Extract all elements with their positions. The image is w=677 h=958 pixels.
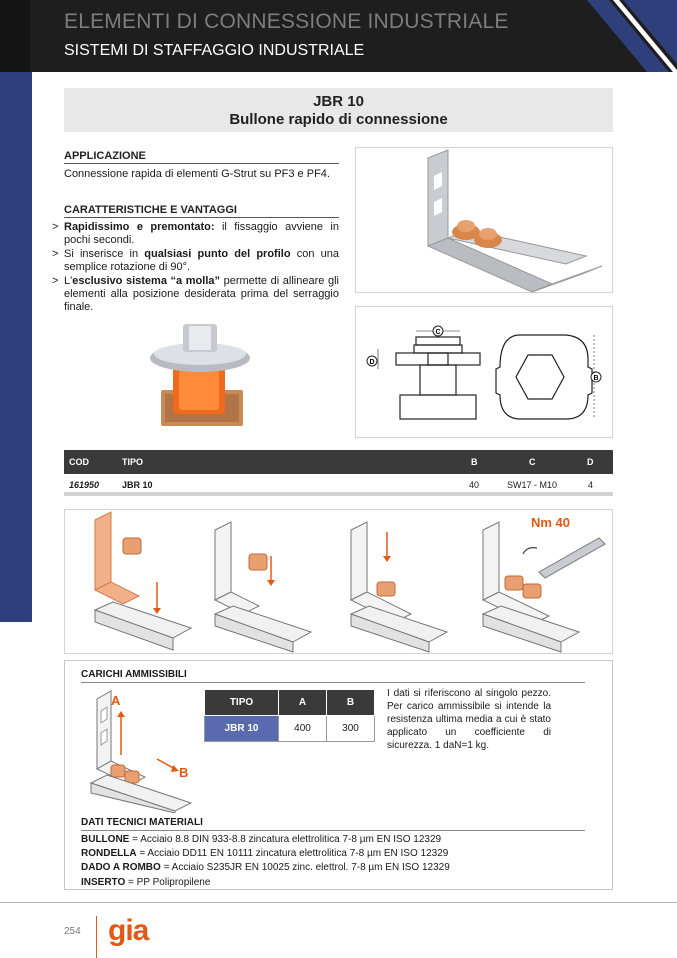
installation-photo xyxy=(356,148,614,294)
installation-photo-box xyxy=(355,147,613,293)
carichi-heading: CARICHI AMMISSIBILI xyxy=(81,669,585,683)
product-description: Bullone rapido di connessione xyxy=(229,111,448,128)
product-table xyxy=(64,450,613,496)
assembly-steps-illustration xyxy=(65,510,612,653)
page-number: 254 xyxy=(64,926,81,937)
dim-label-c: C xyxy=(435,329,441,336)
loads-note: I dati si riferiscono al singolo pezzo. Per carico ammissibile si intende la resistenza ultima media a cui è stato applicato un coefficiente di sicurezza. 1 daN=1 kg. xyxy=(387,688,551,751)
left-sidebar-band xyxy=(0,72,32,622)
technical-drawing xyxy=(356,307,614,439)
table-row: JBR 10 400 300 xyxy=(205,716,375,742)
technical-drawing-box xyxy=(355,306,613,438)
dim-label-d: D xyxy=(369,359,375,366)
material-line: BULLONE = Acciaio 8.8 DIN 933-8.8 zincatura elettrolitica 7-8 µm EN ISO 12329 xyxy=(81,834,442,845)
material-line: INSERTO = PP Polipropilene xyxy=(81,876,211,888)
product-title-box xyxy=(64,88,613,132)
footer-separator xyxy=(96,916,97,958)
material-line: RONDELLA = Acciaio DD11 EN 10111 zincatura elettrolitica 7-8 µm EN ISO 12329 xyxy=(81,848,449,860)
header-subtitle: SISTEMI DI STAFFAGGIO INDUSTRIALE xyxy=(64,42,365,59)
feature-item: > Rapidissimo e premontato: il fissaggio avviene in pochi secondi. xyxy=(52,221,339,247)
features-list xyxy=(52,221,339,315)
loads-box xyxy=(64,660,613,890)
torque-label: Nm 40 xyxy=(531,515,571,530)
header-left-block xyxy=(0,0,30,72)
feature-item: > Si inserisce in qualsiasi punto del profilo con una semplice rotazione di 90°. xyxy=(52,247,339,274)
load-label-b: B xyxy=(179,765,189,780)
dim-label-b: B xyxy=(593,375,599,382)
material-line: DADO A ROMBO = Acciaio S235JR EN 10025 zinc. elettrol. 7-8 µm EN ISO 12329 xyxy=(81,862,450,874)
loads-diagram xyxy=(81,685,197,813)
load-label-a: A xyxy=(111,693,121,708)
header-corner-stripes xyxy=(587,0,677,72)
header-title: ELEMENTI DI CONNESSIONE INDUSTRIALE xyxy=(64,10,509,33)
applicazione-heading: APPLICAZIONE xyxy=(64,150,339,164)
feature-item: > L'esclusivo sistema “a molla” permette di allineare gli elementi alla posizione desiderata prima del serraggio finale. xyxy=(52,274,339,314)
applicazione-text: Connessione rapida di elementi G-Strut su PF3 e PF4. xyxy=(64,168,330,180)
loads-table-header: TIPO A B xyxy=(205,690,375,716)
loads-table xyxy=(204,689,375,742)
assembly-steps-box xyxy=(64,509,613,654)
product-table-header: COD TIPO B C D xyxy=(64,450,613,474)
dati-tecnici-list xyxy=(81,833,450,890)
footer-divider xyxy=(0,902,677,903)
brand-logo: gia xyxy=(108,914,149,947)
dati-tecnici-heading: DATI TECNICI MATERIALI xyxy=(81,817,585,831)
product-code: JBR 10 xyxy=(313,93,364,110)
table-row: 161950 JBR 10 40 SW17 - M10 4 xyxy=(64,474,613,496)
caratteristiche-heading: CARATTERISTICHE E VANTAGGI xyxy=(64,204,339,218)
page-header xyxy=(0,0,677,72)
product-photo xyxy=(145,320,255,438)
